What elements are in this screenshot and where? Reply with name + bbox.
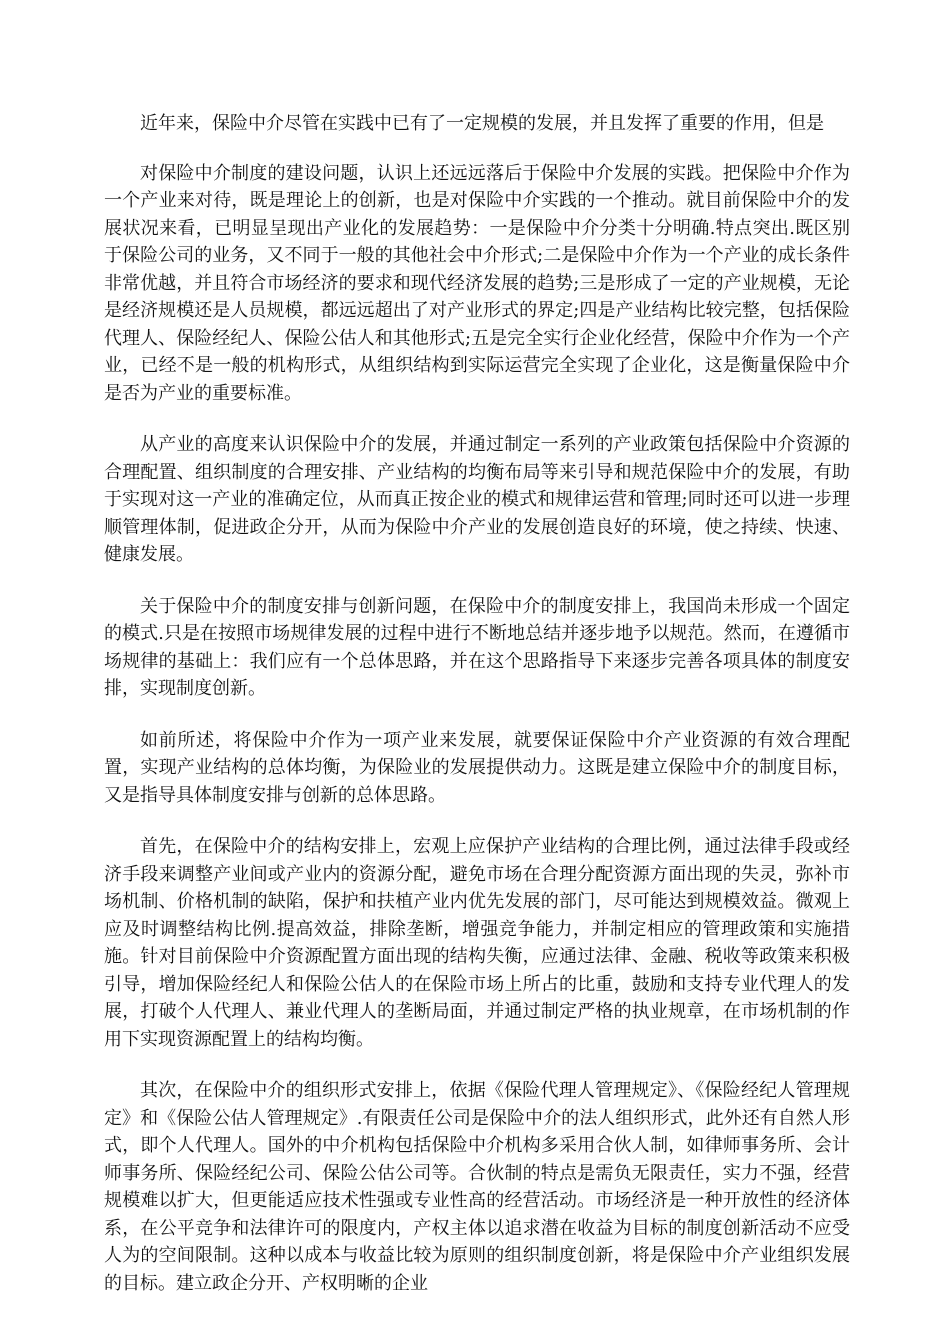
document-body: [104, 110, 850, 1321]
paragraph-5: 如前所述，将保险中介作为一项产业来发展，就要保证保险中介产业资源的有效合理配置，实现产业结构的总体均衡，为保险业的发展提供动力。这既是建立保险中介的制度目标，又是指导具体制度安排与创新的总体思路。: [104, 729, 850, 806]
paragraph-7: 其次，在保险中介的组织形式安排上，依据《保险代理人管理规定》、《保险经纪人管理规定》和《保险公估人管理规定》.有限责任公司是保险中介的法人组织形式，此外还有自然人形式，即个人代理人。国外的中介机构包括保险中介机构多采用合伙人制，如律师事务所、会计师事务所、保险经纪公司、保险公估公司等。合伙制的特点是需负无限责任，实力不强，经营规模难以扩大，但更能适应技术性强或专业性高的经营活动。市场经济是一种开放性的经济体系，在公平竞争和法律许可的限度内，产权主体以追求潜在收益为目标的制度创新活动不应受人为的空间限制。这种以成本与收益比较为原则的组织制度创新，将是保险中介产业组织发展的目标。建立政企分开、产权明晰的企业: [104, 1080, 850, 1294]
paragraph-3: 从产业的高度来认识保险中介的发展，并通过制定一系列的产业政策包括保险中介资源的合理配置、组织制度的合理安排、产业结构的均衡布局等来引导和规范保险中介的发展，有助于实现对这一产业的准确定位，从而真正按企业的模式和规律运营和管理;同时还可以进一步理顺管理体制，促进政企分开，从而为保险中介产业的发展创造良好的环境，使之持续、快速、健康发展。: [104, 434, 850, 565]
paragraph-6: 首先，在保险中介的结构安排上，宏观上应保护产业结构的合理比例，通过法律手段或经济手段来调整产业间或产业内的资源分配，避免市场在合理分配资源方面出现的失灵，弥补市场机制、价格机制的缺陷，保护和扶植产业内优先发展的部门，尽可能达到规模效益。微观上应及时调整结构比例.提高效益，排除垄断，增强竞争能力，并制定相应的管理政策和实施措施。针对目前保险中介资源配置方面出现的结构失衡，应通过法律、金融、税收等政策来积极引导，增加保险经纪人和保险公估人的在保险市场上所占的比重，鼓励和支持专业代理人的发展，打破个人代理人、兼业代理人的垄断局面，并通过制定严格的执业规章，在市场机制的作用下实现资源配置上的结构均衡。: [104, 836, 850, 1050]
paragraph-2: 对保险中介制度的建设问题，认识上还远远落后于保险中介发展的实践。把保险中介作为一个产业来对待，既是理论上的创新，也是对保险中介实践的一个推动。就目前保险中介的发展状况来看，已明显呈现出产业化的发展趋势：一是保险中介分类十分明确.特点突出.既区别于保险公司的业务，又不同于一般的其他社会中介形式;二是保险中介作为一个产业的成长条件非常优越，并且符合市场经济的要求和现代经济发展的趋势;三是形成了一定的产业规模，无论是经济规模还是人员规模，都远远超出了对产业形式的界定;四是产业结构比较完整，包括保险代理人、保险经纪人、保险公估人和其他形式;五是完全实行企业化经营，保险中介作为一个产业，已经不是一般的机构形式，从组织结构到实际运营完全实现了企业化，这是衡量保险中介是否为产业的重要标准。: [104, 162, 850, 404]
paragraph-4: 关于保险中介的制度安排与创新问题，在保险中介的制度安排上，我国尚未形成一个固定的模式.只是在按照市场规律发展的过程中进行不断地总结并逐步地予以规范。然而，在遵循市场规律的基础上：我们应有一个总体思路，并在这个思路指导下来逐步完善各项具体的制度安排，实现制度创新。: [104, 595, 850, 699]
paragraph-1: 近年来，保险中介尽管在实践中已有了一定规模的发展，并且发挥了重要的作用，但是: [140, 113, 824, 134]
